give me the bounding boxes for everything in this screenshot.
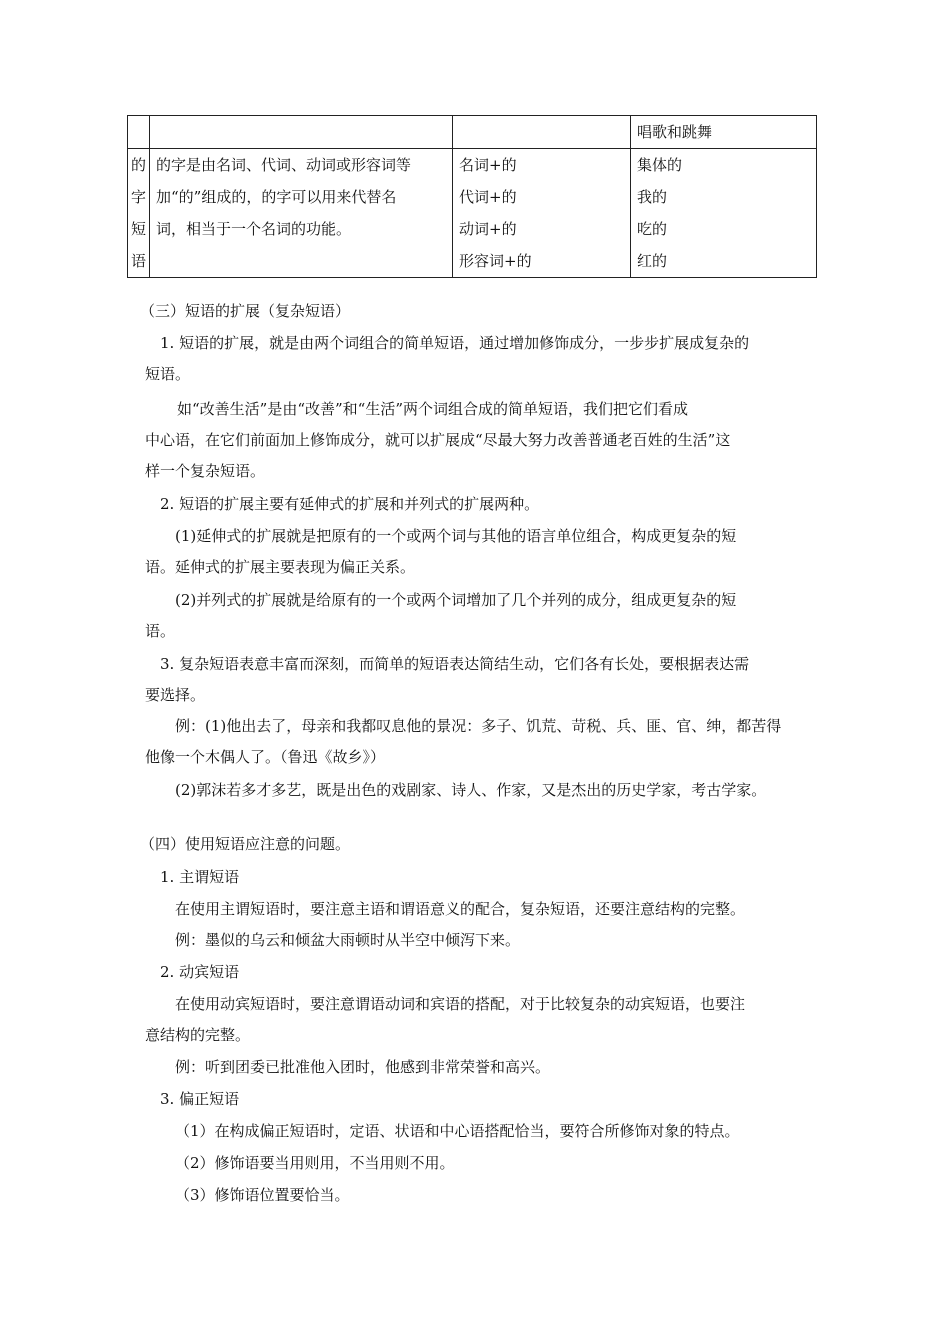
paragraph-line: 他像一个木偶人了。（鲁迅《故乡》）: [145, 748, 386, 766]
paragraph-line: 例：(1)他出去了，母亲和我都叹息他的景况：多子、饥荒、苛税、兵、匪、官、绅，都苦得: [175, 717, 782, 735]
table-cell-label: [128, 149, 150, 278]
example-text: 唱歌和跳舞: [637, 123, 713, 141]
table-cell-definition: [150, 149, 453, 278]
pattern-line: 代词+的: [459, 188, 517, 206]
paragraph-line: (2)郭沫若多才多艺，既是出色的戏剧家、诗人、作家，又是杰出的历史学家，考古学家。: [175, 781, 767, 799]
label-char: 字: [130, 188, 146, 206]
pattern-line: 形容词+的: [459, 252, 532, 270]
paragraph-line: 短语。: [145, 365, 191, 383]
example-line: 红的: [637, 252, 668, 270]
definition-line: 的字是由名词、代词、动词或形容词等: [156, 156, 412, 174]
table-cell-pattern: [453, 116, 631, 149]
paragraph-line: 要选择。: [145, 686, 206, 704]
section-heading: [140, 829, 808, 860]
paragraph: [145, 894, 813, 925]
paragraph-line: 意结构的完整。: [145, 1026, 251, 1044]
example-line: 吃的: [637, 220, 668, 238]
point-line: （1）在构成偏正短语时，定语、状语和中心语搭配恰当，要符合所修饰对象的特点。: [175, 1122, 740, 1140]
pattern-line: 名词+的: [459, 156, 517, 174]
item-title-text: 2. 动宾短语: [160, 963, 240, 981]
paragraph-line: 1. 短语的扩展，就是由两个词组合的简单短语，通过增加修饰成分，一步步扩展成复杂的: [160, 334, 750, 352]
paragraph: [145, 394, 813, 487]
paragraph-line: 2. 短语的扩展主要有延伸式的扩展和并列式的扩展两种。: [160, 495, 540, 513]
paragraph-line: 如“改善生活”是由“改善”和“生活”两个词组合成的简单短语，我们把它们看成: [177, 400, 689, 418]
paragraph-line: (2)并列式的扩展就是给原有的一个或两个词增加了几个并列的成分，组成更复杂的短: [175, 591, 737, 609]
paragraph: [145, 775, 813, 806]
table-cell-example: [631, 149, 817, 278]
example-line: 我的: [637, 188, 668, 206]
paragraph: [145, 649, 813, 711]
heading-text: （四）使用短语应注意的问题。: [140, 835, 351, 853]
paragraph: [145, 711, 813, 773]
example: [145, 1052, 813, 1083]
table-cell-label: [128, 116, 150, 149]
table-cell-definition: [150, 116, 453, 149]
item-title: [145, 862, 813, 893]
phrase-type-table: [127, 115, 817, 278]
table-row: [128, 149, 817, 278]
paragraph-line: 在使用主谓短语时，要注意主语和谓语意义的配合，复杂短语，还要注意结构的完整。: [175, 900, 746, 918]
paragraph-line: 中心语，在它们前面加上修饰成分，就可以扩展成“尽最大努力改善普通老百姓的生活”这: [145, 431, 731, 449]
definition-line: 词，相当于一个名词的功能。: [156, 220, 352, 238]
paragraph: [145, 489, 813, 520]
point: [145, 1116, 813, 1147]
example: [145, 925, 813, 956]
paragraph-line: 3. 复杂短语表意丰富而深刻，而简单的短语表达简结生动，它们各有长处，要根据表达需: [160, 655, 750, 673]
paragraph: [145, 989, 813, 1051]
point: [145, 1148, 813, 1179]
paragraph: [145, 585, 813, 647]
point-line: （3）修饰语位置要恰当。: [175, 1186, 350, 1204]
definition-line: 加“的”组成的，的字可以用来代替名: [156, 188, 397, 206]
label-char: 语: [130, 252, 146, 270]
paragraph: [145, 328, 813, 390]
item-title-text: 3. 偏正短语: [160, 1090, 240, 1108]
label-char: 的: [130, 156, 146, 174]
paragraph-line: (1)延伸式的扩展就是把原有的一个或两个词与其他的语言单位组合，构成更复杂的短: [175, 527, 737, 545]
paragraph-line: 样一个复杂短语。: [145, 462, 266, 480]
pattern-line: 动词+的: [459, 220, 517, 238]
heading-text: （三）短语的扩展（复杂短语）: [140, 302, 351, 320]
item-title: [145, 957, 813, 988]
table-cell-pattern: [453, 149, 631, 278]
item-title: [145, 1084, 813, 1115]
example-line: 例：墨似的乌云和倾盆大雨顿时从半空中倾泻下来。: [175, 931, 521, 949]
table-row: [128, 116, 817, 149]
example-line: 例：听到团委已批准他入团时，他感到非常荣誉和高兴。: [175, 1058, 551, 1076]
paragraph-line: 语。延伸式的扩展主要表现为偏正关系。: [145, 558, 416, 576]
point: [145, 1180, 813, 1211]
paragraph: [145, 521, 813, 583]
point-line: （2）修饰语要当用则用，不当用则不用。: [175, 1154, 455, 1172]
paragraph-line: 在使用动宾短语时，要注意谓语动词和宾语的搭配，对于比较复杂的动宾短语，也要注: [175, 995, 746, 1013]
section-heading: [140, 296, 808, 327]
table-cell-example: [631, 116, 817, 149]
example-line: 集体的: [637, 156, 683, 174]
paragraph-line: 语。: [145, 622, 176, 640]
label-char: 短: [130, 220, 146, 238]
item-title-text: 1. 主谓短语: [160, 868, 240, 886]
